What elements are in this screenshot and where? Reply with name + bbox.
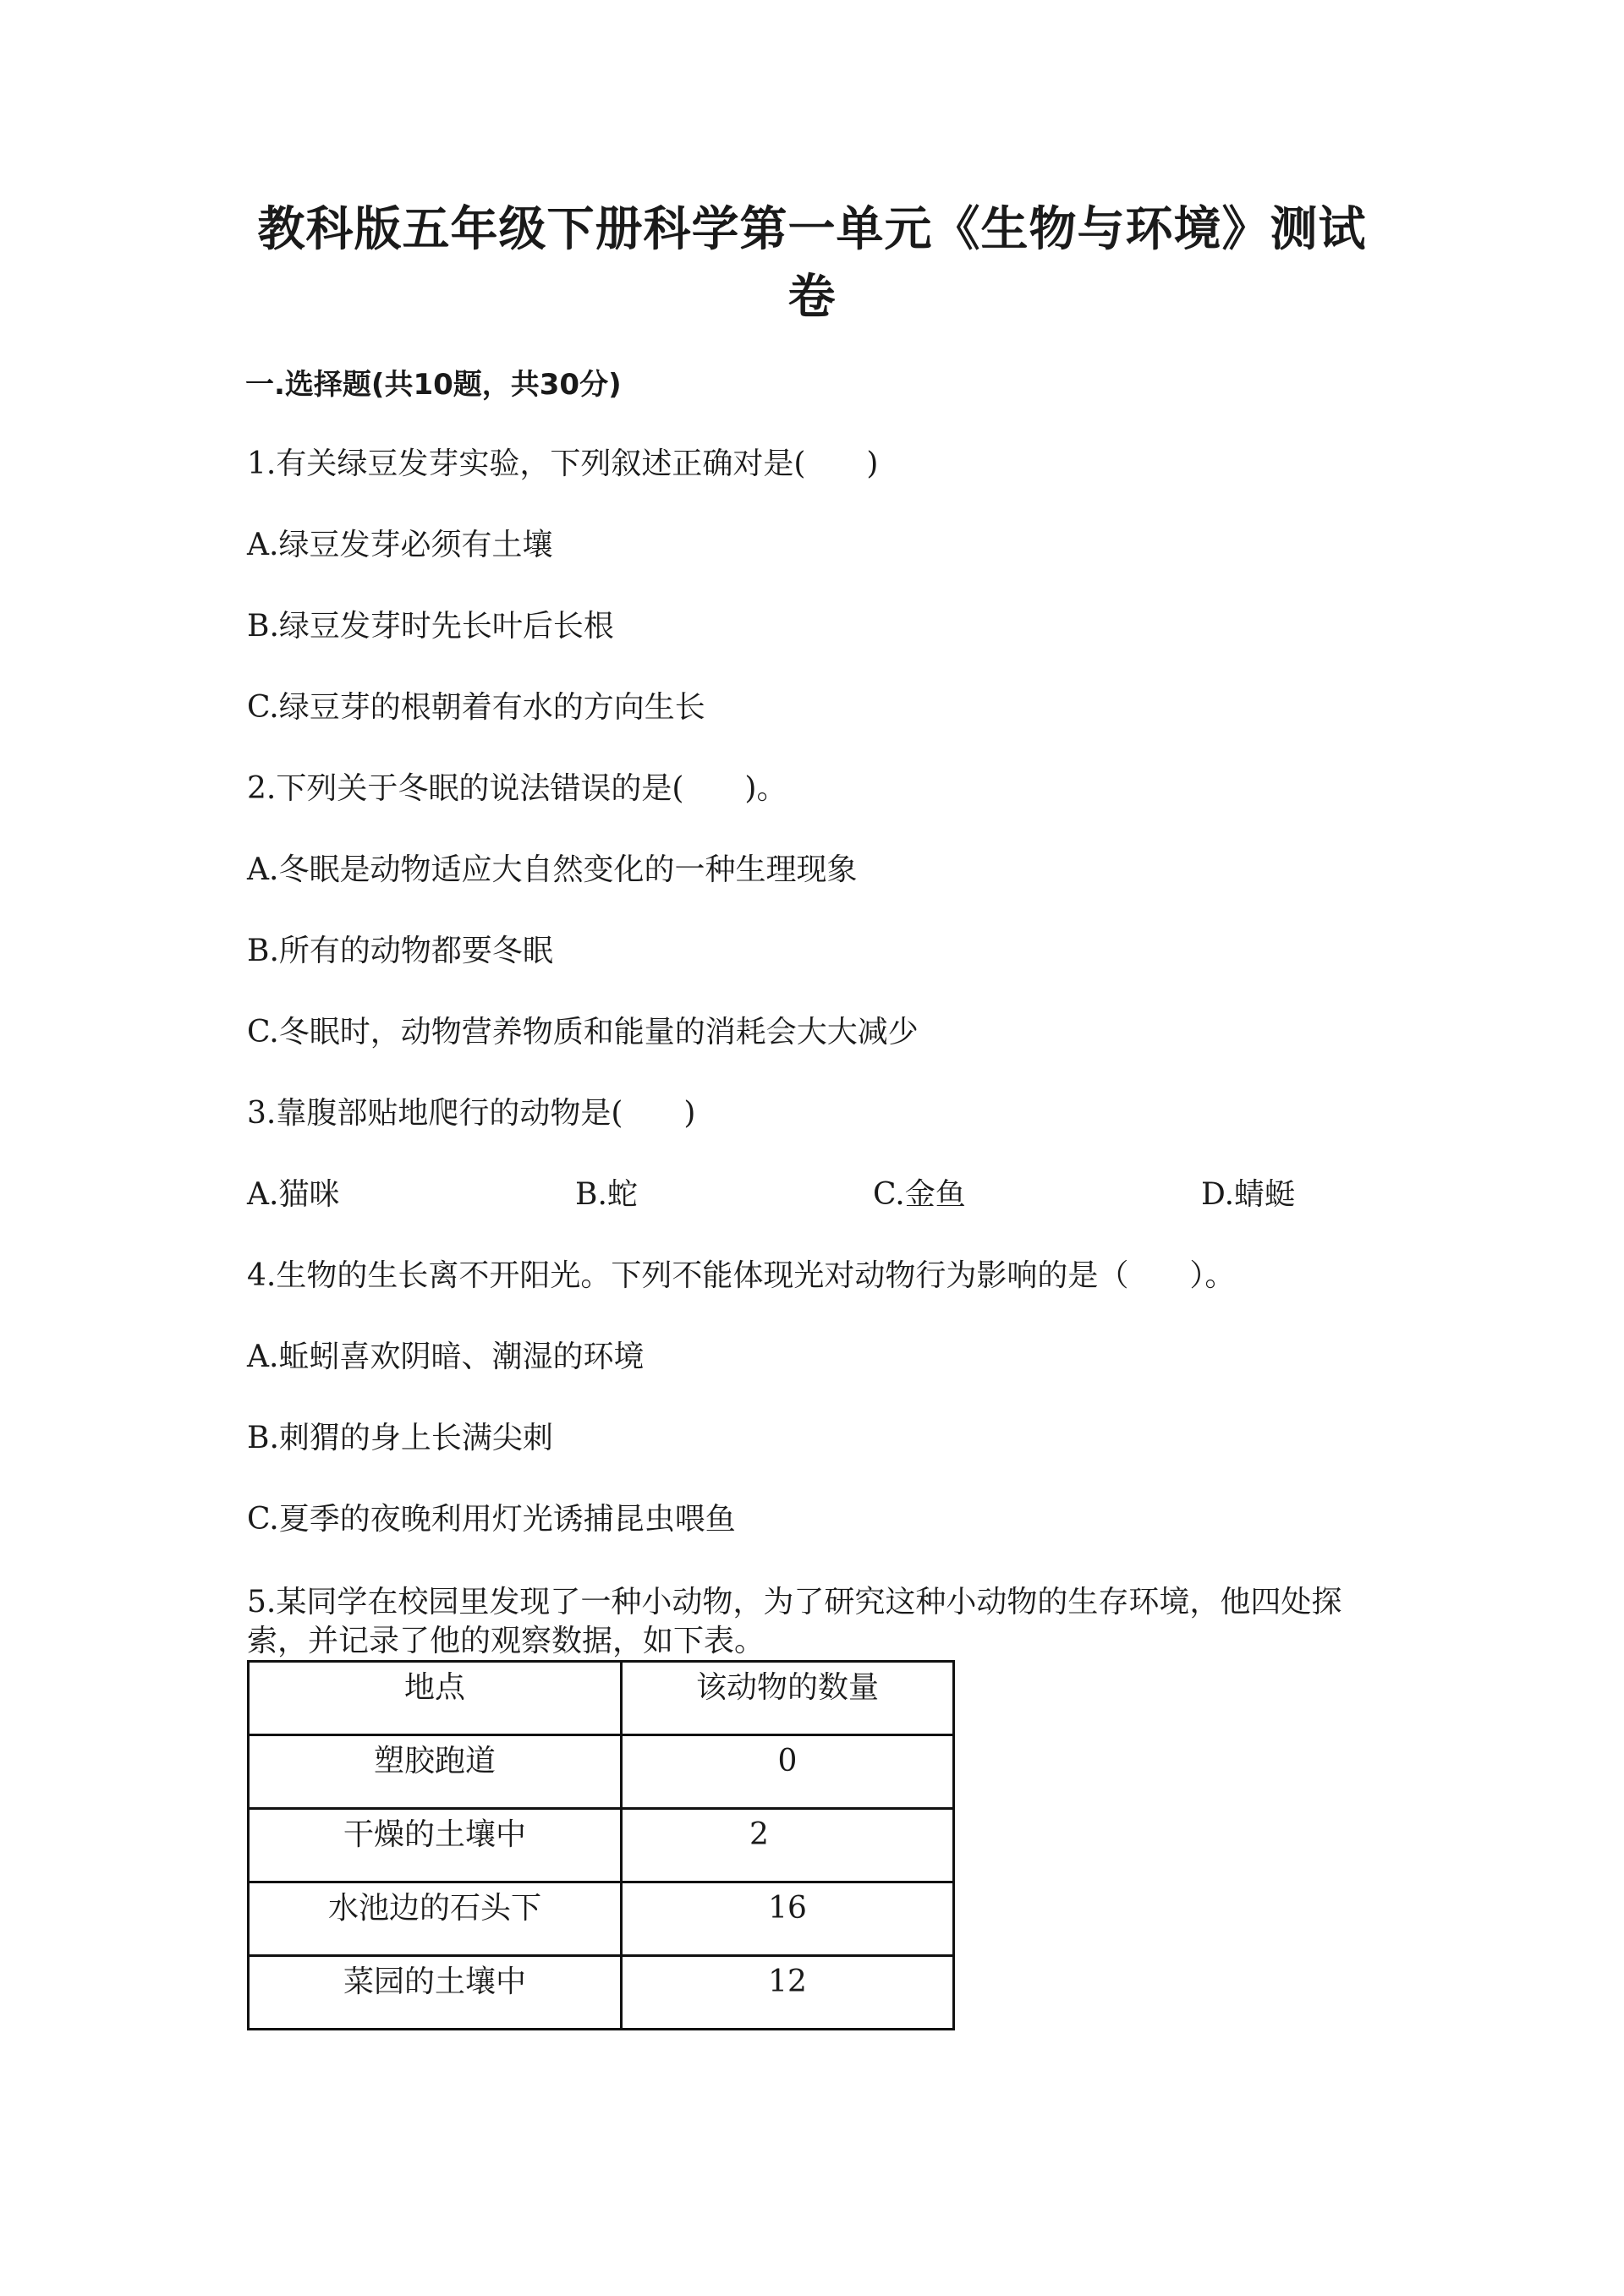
- table-header-cell: 该动物的数量: [622, 1662, 954, 1735]
- table-row: [249, 1735, 954, 1809]
- question-5-stem: 5.某同学在校园里发现了一种小动物，为了研究这种小动物的生存环境，他四处探索，并记录了他的观察数据，如下表。: [247, 1585, 1342, 1658]
- table-row: [249, 1882, 954, 1956]
- table-row: [249, 1809, 954, 1882]
- question-3-option-c: C.金鱼: [873, 1177, 966, 1212]
- question-1-stem: 1.有关绿豆发芽实验，下列叙述正确对是( ): [247, 447, 879, 481]
- question-2-option-b: B.所有的动物都要冬眠: [247, 934, 553, 968]
- table-row: [249, 1956, 954, 2030]
- table-cell-location: 菜园的土壤中: [249, 1956, 622, 2030]
- table-cell-count: 16: [622, 1882, 954, 1956]
- question-1-option-c: C.绿豆芽的根朝着有水的方向生长: [247, 690, 705, 725]
- table-header-row: [249, 1662, 954, 1735]
- question-4-stem: 4.生物的生长离不开阳光。下列不能体现光对动物行为影响的是（ ）。: [247, 1258, 1236, 1293]
- question-4-option-a: A.蚯蚓喜欢阴暗、潮湿的环境: [247, 1340, 645, 1374]
- question-4-option-c: C.夏季的夜晚利用灯光诱捕昆虫喂鱼: [247, 1502, 736, 1537]
- table-header-cell: 地点: [249, 1662, 622, 1735]
- table-cell-count: 2: [622, 1809, 954, 1882]
- question-2-option-a: A.冬眠是动物适应大自然变化的一种生理现象: [247, 852, 858, 887]
- table-cell-location: 塑胶跑道: [249, 1735, 622, 1809]
- question-2-stem: 2.下列关于冬眠的说法错误的是( )。: [247, 771, 787, 806]
- question-2-option-c: C.冬眠时，动物营养物质和能量的消耗会大大减少: [247, 1015, 919, 1049]
- question-3-stem: 3.靠腹部贴地爬行的动物是( ): [247, 1096, 696, 1131]
- table-cell-count: 0: [622, 1735, 954, 1809]
- question-4-option-b: B.刺猬的身上长满尖刺: [247, 1421, 553, 1455]
- table-cell-location: 干燥的土壤中: [249, 1809, 622, 1882]
- section-heading: 一.选择题(共10题，共30分): [245, 368, 622, 402]
- question-3-option-d: D.蜻蜓: [1201, 1177, 1296, 1212]
- question-3-option-b: B.蛇: [575, 1177, 638, 1212]
- table-cell-location: 水池边的石头下: [249, 1882, 622, 1956]
- table-cell-count: 12: [622, 1956, 954, 2030]
- question-1-option-a: A.绿豆发芽必须有土壤: [247, 528, 553, 562]
- question-3-options: [247, 1175, 1380, 1215]
- question-3-option-a: A.猫咪: [247, 1177, 340, 1212]
- page-title: 教科版五年级下册科学第一单元《生物与环境》测试卷: [257, 202, 1367, 325]
- question-1-option-b: B.绿豆发芽时先长叶后长根: [247, 609, 614, 644]
- observation-table: [247, 1660, 955, 2030]
